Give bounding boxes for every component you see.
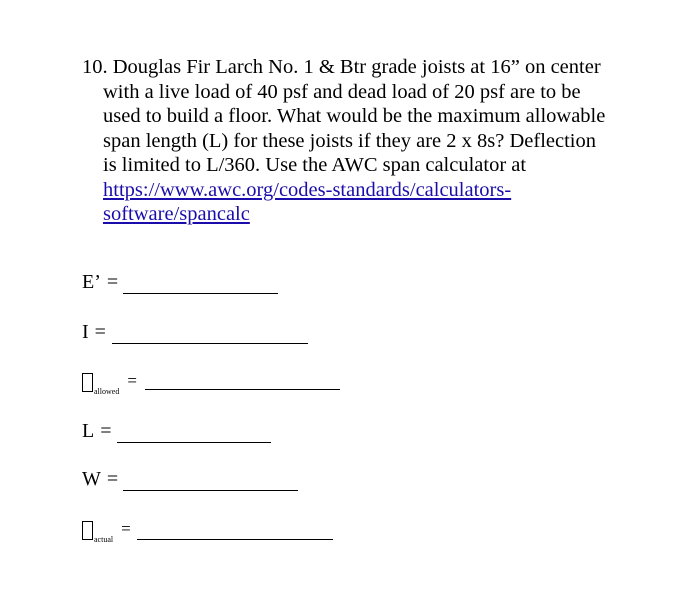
question-line: is limited to L/360. Use the AWC span calculator at bbox=[103, 154, 527, 176]
equals-sign: = bbox=[121, 519, 131, 538]
e-prime-label: E’ bbox=[82, 271, 101, 293]
allowed-subscript: allowed bbox=[94, 387, 120, 396]
missing-glyph-box-icon bbox=[82, 521, 93, 540]
e-prime-answer-blank[interactable] bbox=[123, 293, 278, 294]
equals-sign: = bbox=[106, 468, 119, 490]
link-line[interactable]: https://www.awc.org/codes-standards/calculators- bbox=[103, 178, 512, 201]
question-text bbox=[82, 55, 622, 227]
w-label: W bbox=[82, 468, 101, 490]
question-line: with a live load of 40 psf and dead load of 20 psf are to be bbox=[103, 80, 581, 103]
link-line[interactable]: software/spancalc bbox=[103, 203, 250, 225]
actual-subscript: actual bbox=[94, 535, 114, 544]
equals-sign: = bbox=[106, 271, 119, 293]
e-prime-field bbox=[82, 271, 118, 293]
w-answer-blank[interactable] bbox=[123, 490, 298, 491]
delta-allowed-field bbox=[82, 370, 137, 403]
missing-glyph-box-icon bbox=[82, 373, 93, 392]
l-label: L bbox=[82, 420, 95, 442]
i-field bbox=[82, 321, 106, 343]
equals-sign: = bbox=[100, 420, 112, 442]
delta-actual-field bbox=[82, 518, 131, 551]
delta-actual-answer-blank[interactable] bbox=[137, 539, 333, 540]
awc-span-calculator-link-continued[interactable] bbox=[82, 202, 622, 227]
question-line: used to build a floor. What would be the maximum allowable bbox=[103, 105, 606, 127]
equals-sign: = bbox=[94, 321, 106, 343]
i-answer-blank[interactable] bbox=[112, 343, 308, 344]
i-label: I bbox=[82, 321, 89, 343]
question-line: span length (L) for these joists if they are 2 x 8s? Deflection bbox=[103, 129, 596, 152]
equals-sign: = bbox=[127, 371, 137, 390]
delta-allowed-answer-blank[interactable] bbox=[145, 389, 340, 390]
w-field bbox=[82, 468, 118, 490]
awc-span-calculator-link[interactable] bbox=[82, 178, 622, 203]
question-line: 10. Douglas Fir Larch No. 1 & Btr grade joists at 16” on center bbox=[82, 56, 601, 78]
l-answer-blank[interactable] bbox=[117, 442, 271, 443]
l-field bbox=[82, 420, 112, 442]
